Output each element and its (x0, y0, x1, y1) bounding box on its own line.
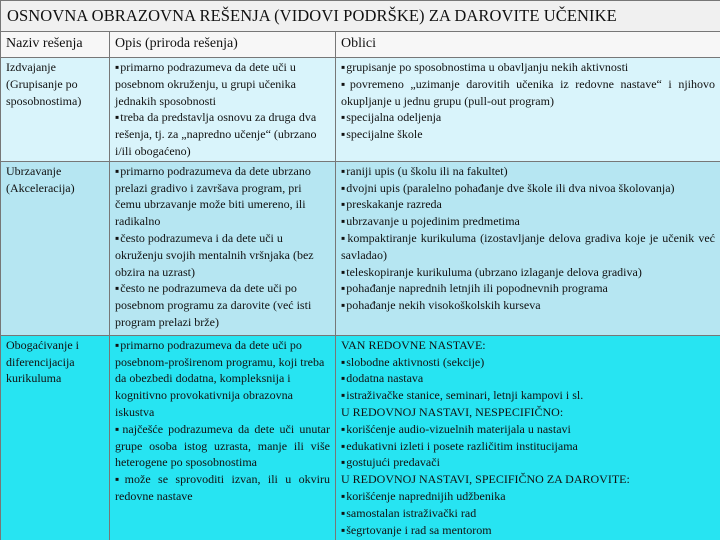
form-item: ▪ šegrtovanje i rad sa mentorom (341, 522, 715, 539)
form-item: ▪ slobodne aktivnosti (sekcije) (341, 354, 715, 371)
row-description (110, 58, 336, 162)
table-row (1, 161, 720, 335)
form-item: ▪ teleskopiranje kurikuluma (ubrzano izlaganje delova gradiva) (341, 264, 715, 281)
row-name (1, 335, 110, 540)
row-name (1, 161, 110, 335)
title-row (1, 1, 720, 32)
row-description (110, 161, 336, 335)
row-forms (336, 58, 720, 162)
form-item: ▪ ubrzavanje u pojedinim predmetima (341, 213, 715, 230)
header-forms: Oblici (336, 32, 720, 58)
form-item: ▪ grupisanje po sposobnostima u obavljanju nekih aktivnosti (341, 59, 715, 76)
form-item: ▪ preskakanje razreda (341, 196, 715, 213)
row-name-text: Izdvajanje (Grupisanje po sposobnostima) (6, 60, 82, 108)
form-item: ▪ pohađanje naprednih letnjih ili popodnevnih programa (341, 280, 715, 297)
form-item: ▪ samostalan istraživački rad (341, 505, 715, 522)
form-item: ▪ korišćenje audio-vizuelnih materijala u nastavi (341, 421, 715, 438)
form-item: ▪ edukativni izleti i posete različitim institucijama (341, 438, 715, 455)
form-item: ▪ gostujući predavači (341, 454, 715, 471)
table-title: OSNOVNA OBRAZOVNA REŠENJA (VIDOVI PODRŠKE) ZA DAROVITE UČENIKE (1, 1, 720, 32)
form-item: ▪ raniji upis (u školu ili na fakultet) (341, 163, 715, 180)
row-name (1, 58, 110, 162)
row-name-text: Ubrzavanje (Akceleracija) (6, 163, 75, 195)
description-item: ▪ primarno podrazumeva da dete uči po posebnom-proširenom programu, koji treba da obezbedi dodatna, kompleksnija i kognitivno provokativnija obrazovna iskustva (115, 337, 330, 421)
description-item: ▪ može se sprovoditi izvan, ili u okviru redovne nastave (115, 471, 330, 505)
description-item: ▪ treba da predstavlja osnovu za druga dva rešenja, tj. za „napredno učenje“ (ubrzano i/ili obogaćeno) (115, 109, 330, 159)
form-item: ▪ dvojni upis (paralelno pohađanje dve škole ili dva nivoa školovanja) (341, 180, 715, 197)
form-section-heading: U REDOVNOJ NASTAVI, NESPECIFIČNO: (341, 404, 564, 419)
form-section-heading: VAN REDOVNE NASTAVE: (341, 337, 486, 352)
form-item: ▪ povremeno „uzimanje darovitih učenika iz redovne nastave“ i njihovo okupljanje u jednu grupu (pull-out program) (341, 76, 715, 110)
description-item: ▪ primarno podrazumeva da dete ubrzano prelazi gradivo i završava program, pri čemu ubrzavanje može biti umereno, ili radikalno (115, 163, 330, 230)
description-item: ▪ često podrazumeva i da dete uči u okruženju svojih mentalnih vršnjaka (bez obzira na uzrast) (115, 230, 330, 280)
form-section-heading: U REDOVNOJ NASTAVI, SPECIFIČNO ZA DAROVITE: (341, 472, 630, 487)
header-description: Opis (priroda rešenja) (110, 32, 336, 58)
form-item: ▪ dodatna nastava (341, 370, 715, 387)
form-item: ▪ pohađanje nekih visokoškolskih kurseva (341, 297, 715, 314)
row-forms (336, 335, 720, 540)
header-name: Naziv rešenja (1, 32, 110, 58)
form-item: ▪ istraživačke stanice, seminari, letnji kampovi i sl. (341, 387, 715, 404)
row-forms (336, 161, 720, 335)
description-item: ▪ primarno podrazumeva da dete uči u posebnom okruženju, u grupi učenika jednakih sposobnosti (115, 59, 330, 109)
form-item: ▪ specijalne škole (341, 126, 715, 143)
table-row (1, 335, 720, 540)
row-name-text: Obogaćivanje i diferencijacija kurikuluma (6, 337, 79, 386)
table-row (1, 58, 720, 162)
form-item: ▪ kompaktiranje kurikuluma (izostavljanje delova gradiva koje je učenik već savladao) (341, 230, 715, 264)
form-item: ▪ korišćenje naprednijih udžbenika (341, 488, 715, 505)
form-item: ▪ specijalna odeljenja (341, 109, 715, 126)
description-item: ▪ najčešće podrazumeva da dete uči unutar grupe osoba istog uzrasta, manje ili više heterogene po sposobnostima (115, 421, 330, 471)
description-item: ▪ često ne podrazumeva da dete uči po posebnom programu za darovite (već isti program prelazi brže) (115, 280, 330, 330)
header-row (1, 32, 720, 58)
row-description (110, 335, 336, 540)
